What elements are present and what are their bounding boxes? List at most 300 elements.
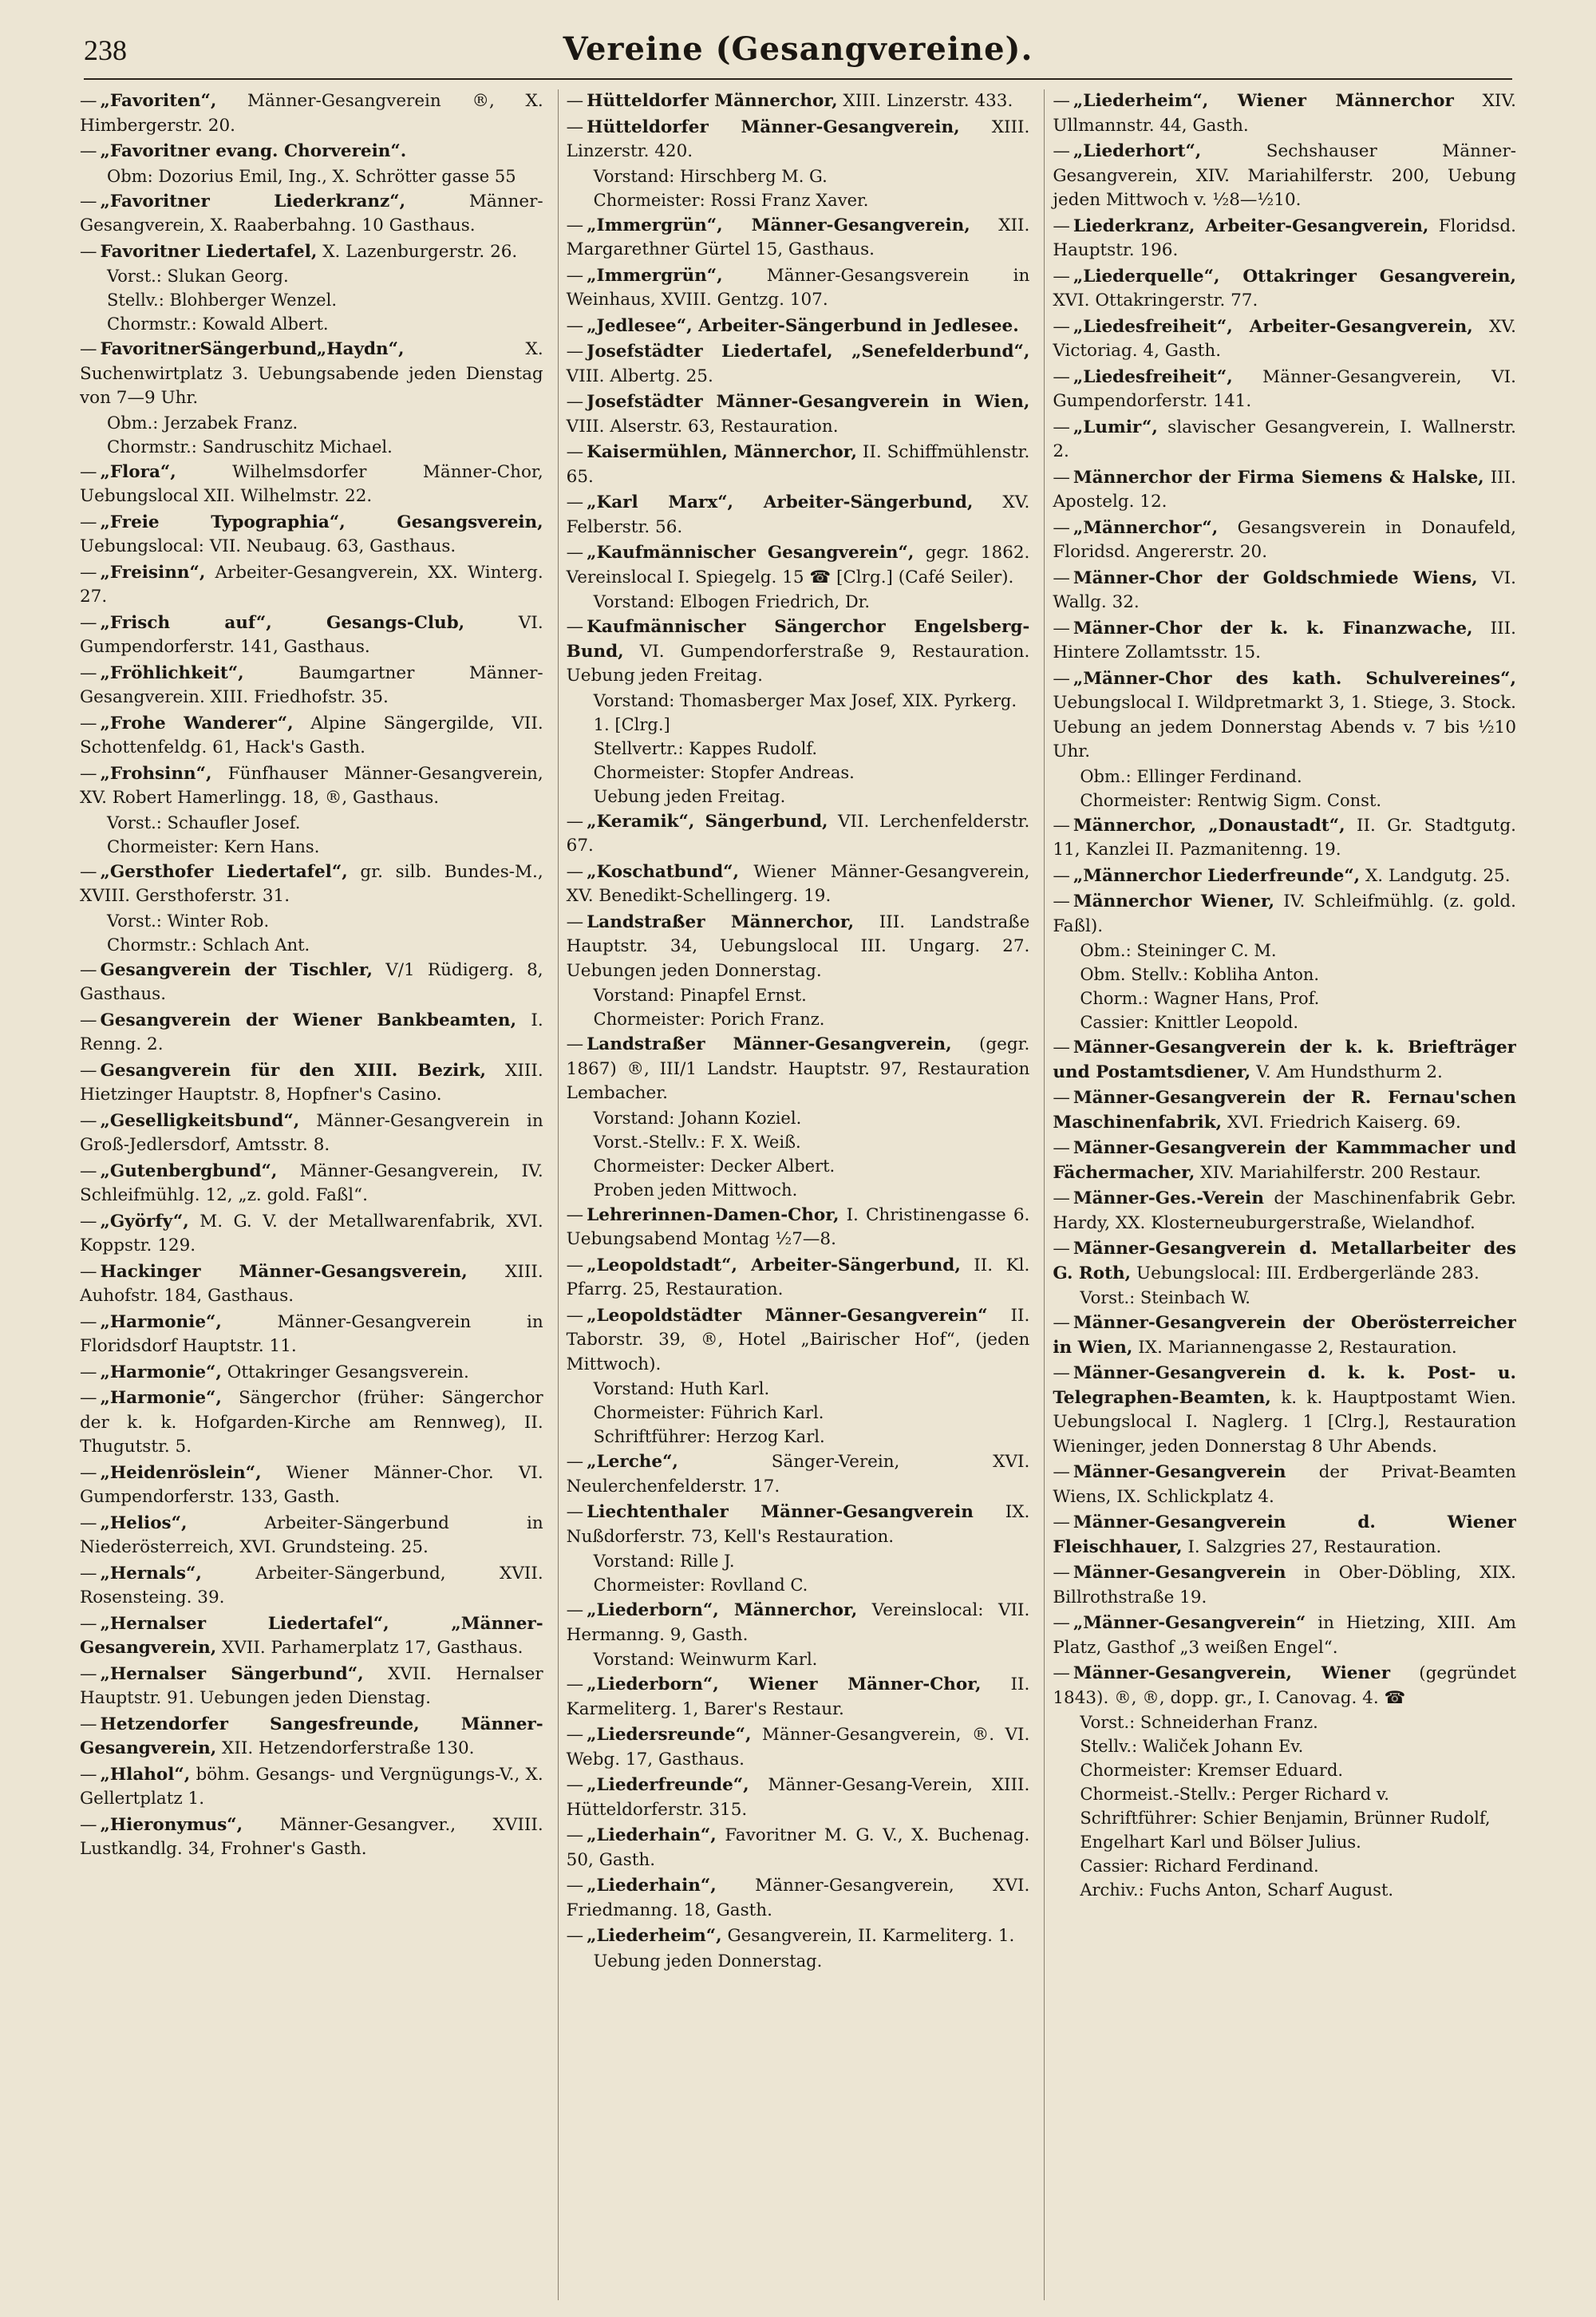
directory-entry [80,1311,543,1359]
directory-entry [1053,1086,1516,1135]
entry-dash: — [1053,91,1070,111]
entry-dash: — [80,1261,97,1282]
directory-entry [567,911,1030,1032]
entry-dash: — [1053,1088,1070,1108]
entry-detail: Vorstand: Pinapfel Ernst. [593,986,807,1005]
directory-entry [567,1204,1030,1252]
entry-dash: — [1053,1462,1070,1482]
entry-description: Sängerchor (früher: Sängerchor der k. k. Hofgarden-Kirche am Rennweg), II. Thugutstr. 5. [80,1388,543,1457]
entry-dash: — [80,959,97,980]
entry-description: Wiener Männer-Gesangverein, XV. Benedikt-Schellingerg. 19. [566,861,1030,906]
directory-entry [1053,140,1516,213]
entry-name: „Hernals“, [100,1563,202,1584]
entry-name: Männer-Gesangverein der Oberösterreicher in Wien, [1053,1313,1517,1358]
entry-description: XII. Margarethner Gürtel 15, Gasthaus. [566,215,1030,259]
entry-detail: Chormstr.: Sandruschitz Michael. [107,437,393,457]
entry-description: Floridsd. Hauptstr. 196. [1053,215,1517,260]
directory-entry [1053,864,1516,889]
entry-detail: Vorst.-Stellv.: F. X. Weiß. [593,1132,801,1152]
entry-dash: — [80,1663,97,1684]
entry-name: „Favoriten“, [100,91,217,111]
entry-name: „Liederheim“, [587,1926,722,1946]
entry-name: „Freie Typographia“, Gesangsverein, [100,512,543,532]
entry-name: Männer-Gesangverein d. k. k. Post- u. Telegraphen-Beamten, [1053,1363,1517,1408]
entry-description: der Privat-Beamten Wiens, IX. Schlickplatz 4. [1053,1462,1517,1507]
entry-detail: Chormeister: Führich Karl. [593,1403,824,1422]
entry-name: „Helios“, [100,1512,188,1533]
entry-dash: — [80,1010,97,1030]
directory-entry [80,1713,543,1761]
entry-detail: Chormeister: Kremser Eduard. [1080,1761,1344,1780]
entry-dash: — [80,1110,97,1131]
entry-name: Landstraßer Männer-Gesangverein, [587,1034,952,1054]
entry-name: Männer-Gesangverein der k. k. Briefträger und Postamtsdiener, [1053,1038,1517,1082]
entry-dash: — [80,1311,97,1332]
entry-name: Hetzendorfer Sangesfreunde, Männer-Gesangverein, [80,1714,543,1758]
entry-name: „Liedesfreiheit“, Arbeiter-Gesangverein, [1073,316,1473,337]
entry-dash: — [1053,316,1070,337]
entry-detail: Chormeister: Stopfer Andreas. [593,762,855,782]
entry-name: Männerchor Wiener, [1073,892,1275,911]
directory-entry [567,860,1030,909]
entry-description: Männer-Gesangver., XVIII. Lustkandlg. 34, Frohner's Gasth. [80,1814,543,1859]
entry-name: Männer-Chor der k. k. Finanzwache, [1073,618,1473,639]
directory-entry [80,461,543,509]
entry-detail: Vorstand: Weinwurm Karl. [593,1650,818,1669]
entry-detail: Vorstand: Rille J. [593,1552,735,1571]
directory-entry [80,1612,543,1661]
columns-container [80,89,1516,2300]
entry-dash: — [1053,1563,1070,1583]
entry-name: „Harmonie“, [100,1362,222,1382]
directory-entry [567,1304,1030,1449]
directory-entry [1053,466,1516,515]
entry-description: X. Landgutg. 25. [1360,865,1511,886]
entry-description: Männer-Gesangverein, XVI. Friedmanng. 18, Gasth. [566,1876,1030,1920]
entry-name: „Lerche“, [587,1452,678,1472]
entry-dash: — [80,861,97,882]
entry-dash: — [80,612,97,633]
entry-dash: — [1053,892,1070,911]
entry-description: XV. Victoriag. 4, Gasth. [1053,316,1517,361]
entry-detail: Cassier: Knittler Leopold. [1080,1013,1299,1032]
entry-detail: Uebung jeden Donnerstag. [593,1951,823,1971]
entry-dash: — [80,512,97,532]
entry-description: Sänger-Verein, XVI. Neulerchenfelderstr. 17. [566,1452,1030,1497]
directory-entry [567,1033,1030,1202]
entry-detail: Chormeist.-Stellv.: Perger Richard v. [1080,1785,1389,1804]
entry-detail: Vorst.: Slukan Georg. [107,267,289,286]
entry-description: XVII. Parhamerplatz 17, Gasthaus. [216,1638,523,1658]
directory-entry [80,1059,543,1108]
entry-description: Männer-Gesang-Verein, XIII. Hütteldorferstr. 315. [566,1775,1030,1820]
entry-dash: — [80,1563,97,1584]
entry-description: Männer-Gesangverein ®, X. Himbergerstr. 20. [80,91,543,136]
entry-description: III. Landstraße Hauptstr. 34, Uebungslocal III. Ungarg. 27. Uebungen jeden Donnerstag. [566,911,1030,981]
entry-description: XIV. Ullmannstr. 44, Gasth. [1053,91,1517,136]
entry-description: Gesangverein, II. Karmeliterg. 1. [721,1926,1015,1946]
entry-detail: Vorstand: Johann Koziel. [593,1108,802,1128]
entry-dash: — [566,617,584,637]
entry-description: II. Kl. Pfarrg. 25, Restauration. [566,1255,1030,1299]
entry-name: „Immergrün“, Männer-Gesangverein, [587,215,970,235]
entry-name: „Liederhort“, [1073,141,1202,161]
entry-dash: — [566,1255,584,1275]
entry-description: in Hietzing, XIII. Am Platz, Gasthof „3 weißen Engel“. [1053,1613,1517,1658]
entry-description: Arbeiter-Sängerbund in Niederösterreich, XVI. Grundsteing. 25. [80,1512,543,1557]
entry-description: Arbeiter-Gesangverein, XX. Winterg. 27. [80,562,543,607]
entry-description: XIII. Auhofstr. 184, Gasthaus. [80,1261,543,1306]
entry-dash: — [80,339,97,359]
directory-entry [567,1673,1030,1722]
entry-dash: — [566,1034,584,1054]
directory-entry [1053,315,1516,364]
directory-entry [1053,1036,1516,1085]
entry-detail: Vorstand: Huth Karl. [593,1379,770,1398]
directory-entry [1053,567,1516,615]
entry-dash: — [1053,1613,1070,1633]
entry-description: XIII. Linzerstr. 433. [837,91,1013,111]
entry-detail: Schriftführer: Schier Benjamin, Brünner Rudolf, Engelhart Karl und Bölser Julius. [1080,1809,1491,1852]
entry-detail: Chormeister: Porich Franz. [593,1010,825,1029]
directory-entry [567,1773,1030,1822]
entry-dash: — [566,91,584,111]
entry-description: VI. Gumpendorferstr. 141, Gasthaus. [80,612,543,657]
entry-name: „Kaufmännischer Gesangverein“, [587,543,915,563]
entry-dash: — [566,811,584,832]
entry-description: II. Schiffmühlenstr. 65. [566,442,1030,487]
directory-entry [80,1663,543,1711]
directory-entry [567,214,1030,263]
entry-description: Vereinslocal: VII. Hermanng. 9, Gasth. [566,1600,1030,1645]
entry-name: Männer-Gesangverein d. Wiener Fleischhauer, [1053,1512,1517,1557]
entry-description: (gegr. 1867) ®, III/1 Landstr. Hauptstr. 97, Restauration Lembacher. [566,1034,1030,1103]
directory-entry [80,959,543,1007]
entry-dash: — [80,241,97,262]
entry-dash: — [566,1600,584,1620]
entry-dash: — [80,1714,97,1734]
directory-entry [567,1599,1030,1671]
entry-name: Liederkranz, Arbeiter-Gesangverein, [1073,215,1429,236]
entry-dash: — [80,1814,97,1835]
directory-entry [80,1160,543,1208]
entry-description: Arbeiter-Sängerbund, XVII. Rosensteing. 39. [80,1563,543,1607]
entry-description: der Maschinenfabrik Gebr. Hardy, XX. Klosterneuburgerstraße, Wielandhof. [1053,1188,1517,1233]
entry-name: Landstraßer Männerchor, [587,911,855,932]
entry-detail: Vorst.: Winter Rob. [107,911,270,931]
entry-name: „Leopoldstädter Männer-Gesangverein“ [587,1305,988,1326]
entry-name: „Hernalser Sängerbund“, [100,1663,364,1684]
entry-description: V/1 Rüdigerg. 8, Gasthaus. [80,959,543,1004]
entry-detail: Chormstr.: Kowald Albert. [107,314,329,334]
entry-dash: — [1053,1188,1070,1208]
entry-name: Männer-Gesangverein [1073,1563,1286,1583]
entry-detail: Chorm.: Wagner Hans, Prof. [1080,989,1320,1008]
entry-dash: — [1053,215,1070,236]
entry-name: „Heidenröslein“, [100,1462,262,1483]
entry-dash: — [80,1362,97,1382]
entry-dash: — [80,713,97,733]
entry-name: „Männerchor Liederfreunde“, [1073,865,1361,886]
entry-name: „Liederhain“, [587,1876,717,1896]
entry-description: Uebungslocal: III. Erdbergerlände 283. [1131,1263,1479,1283]
directory-entry [80,190,543,239]
directory-entry [567,810,1030,859]
entry-description: V. Am Hundsthurm 2. [1250,1062,1443,1082]
directory-entry [567,1723,1030,1772]
entry-description: (gegründet 1843). ®, ®, dopp. gr., I. Canovag. 4. ☎ [1053,1663,1517,1708]
entry-description: XII. Hetzendorferstraße 130. [216,1738,475,1758]
directory-entry [80,762,543,859]
entry-description: Uebungslocal I. Wildpretmarkt 3, 1. Stiege, 3. Stock. Uebung an jedem Donnerstag Abends v. 7 bis ½10 Uhr. [1053,693,1517,761]
directory-entry [567,340,1030,389]
entry-description: VIII. Alserstr. 63, Restauration. [566,416,839,437]
entry-description: gr. silb. Bundes-M., XVIII. Gersthoferstr. 31. [80,861,543,906]
entry-description: X. Lazenburgerstr. 26. [317,241,518,262]
directory-entry [80,1813,543,1862]
column-middle [558,89,1030,2300]
entry-name: „Liederhain“, [587,1825,717,1845]
entry-detail: Obm: Dozorius Emil, Ing., X. Schrötter gasse 55 [107,166,516,186]
directory-entry [80,89,543,138]
entry-detail: Vorstand: Hirschberg M. G. [593,166,828,186]
entry-description: Wiener Männer-Chor. VI. Gumpendorferstr. 133, Gasth. [80,1462,543,1507]
entry-description: böhm. Gesangs- und Vergnügungs-V., X. Gellertplatz 1. [80,1764,543,1809]
entry-name: Liechtenthaler Männer-Gesangverein [587,1502,974,1522]
entry-description: Favoritner M. G. V., X. Buchenag. 50, Gasth. [566,1825,1030,1870]
entry-dash: — [1053,1363,1070,1383]
entry-description: Männer-Gesangsverein in Weinhaus, XVIII. Gentzg. 107. [566,265,1030,310]
directory-entry [567,1824,1030,1872]
entry-name: „Lumir“, [1073,417,1158,437]
entry-name: Gesangverein für den XIII. Bezirk, [100,1060,486,1081]
entry-dash: — [80,1613,97,1634]
directory-entry [567,1254,1030,1303]
entry-dash: — [566,1725,584,1745]
column-left [80,89,543,2300]
entry-name: „Liederborn“, Männerchor, [587,1600,858,1620]
directory-entry [80,1386,543,1460]
entry-description: X. Suchenwirtplatz 3. Uebungsabende jeden Dienstag von 7—9 Uhr. [80,339,543,408]
entry-name: „Jedlesee“, Arbeiter-Sängerbund in Jedlesee. [587,315,1019,336]
directory-entry [567,116,1030,212]
entry-description: VI. Wallg. 32. [1053,567,1517,612]
entry-name: „Männerchor“, [1073,517,1219,538]
column-right [1044,89,1516,2300]
entry-name: „Geselligkeitsbund“, [100,1110,300,1131]
entry-description: III. Hintere Zollamtsstr. 15. [1053,618,1517,662]
entry-detail: Chormeister: Rossi Franz Xaver. [593,190,869,210]
entry-dash: — [1053,266,1070,287]
entry-dash: — [1053,618,1070,639]
entry-dash: — [1053,1138,1070,1158]
entry-name: Josefstädter Liedertafel, „Senefelderbund“, [587,342,1030,362]
entry-description: Männer-Gesangverein, ®. VI. Webg. 17, Gasthaus. [566,1725,1030,1769]
entry-name: „Frohsinn“, [100,763,212,784]
entry-name: „Flora“, [100,461,176,482]
directory-entry [80,1763,543,1812]
entry-description: XIV. Mariahilferstr. 200 Restaur. [1195,1162,1481,1183]
page-header [84,30,1512,80]
directory-entry [80,1109,543,1158]
entry-dash: — [566,1876,584,1896]
directory-entry [80,140,543,188]
entry-name: Männer-Chor der Goldschmiede Wiens, [1073,567,1478,588]
entry-name: „Liederborn“, Wiener Männer-Chor, [587,1674,982,1694]
entry-name: Gesangverein der Wiener Bankbeamten, [100,1010,517,1030]
entry-name: „Gersthofer Liedertafel“, [100,861,348,882]
directory-entry [1053,215,1516,263]
entry-dash: — [566,543,584,563]
entry-dash: — [80,763,97,784]
entry-dash: — [80,1512,97,1533]
directory-entry [1053,617,1516,666]
directory-entry [80,860,543,957]
directory-entry [80,240,543,337]
entry-name: FavoritnerSängerbund„Haydn“, [100,339,405,359]
directory-entry [80,561,543,610]
directory-entry [80,1361,543,1386]
entry-name: „Favoritner Liederkranz“, [100,191,406,212]
entry-detail: Stellvertr.: Kappes Rudolf. [593,738,818,758]
entry-name: Männerchor, „Donaustadt“, [1073,815,1345,836]
entry-dash: — [80,191,97,212]
entry-name: „Liederheim“, Wiener Männerchor [1073,91,1454,111]
entry-detail: Obm.: Steininger C. M. [1080,941,1277,960]
entry-description: III. Apostelg. 12. [1053,467,1517,512]
entry-description: II. Gr. Stadtgutg. 11, Kanzlei II. Pazmanitenng. 19. [1053,815,1517,860]
directory-entry [1053,516,1516,565]
directory-entry [80,338,543,459]
directory-entry [567,1874,1030,1923]
entry-description: VII. Lerchenfelderstr. 67. [566,811,1030,856]
entry-description: Männer-Gesangverein, IV. Schleifmühlg. 12, „z. gold. Faßl“. [80,1160,543,1205]
entry-dash: — [1053,567,1070,588]
entry-name: „Harmonie“, [100,1388,222,1408]
entry-detail: Chormeister: Rovlland C. [593,1576,808,1595]
page-number: 238 [84,34,127,66]
entry-dash: — [566,1775,584,1795]
entry-dash: — [80,562,97,583]
entry-name: „Liedersreunde“, [587,1725,752,1745]
entry-description: I. Christinengasse 6. Uebungsabend Montag ½7—8. [566,1204,1030,1249]
entry-description: Männer-Gesangverein in Floridsdorf Hauptstr. 11. [80,1311,543,1356]
directory-entry [80,1461,543,1510]
directory-entry [567,1450,1030,1499]
entry-dash: — [1053,815,1070,836]
entry-dash: — [80,662,97,683]
entry-dash: — [566,861,584,882]
entry-name: Männer-Gesangverein, Wiener [1073,1663,1391,1683]
entry-dash: — [566,315,584,336]
directory-entry [1053,1187,1516,1236]
entry-name: Favoritner Liedertafel, [100,241,318,262]
entry-name: Hackinger Männer-Gesangsverein, [100,1261,468,1282]
entry-name: „Fröhlichkeit“, [100,662,244,683]
entry-name: „Karl Marx“, Arbeiter-Sängerbund, [587,492,974,512]
entry-description: Ottakringer Gesangsverein. [221,1362,469,1382]
directory-entry [80,1210,543,1259]
entry-dash: — [1053,1512,1070,1532]
entry-description: Männer-Gesangverein in Groß-Jedlersdorf, Amtsstr. 8. [80,1110,543,1155]
entry-description: Baumgartner Männer-Gesangverein. XIII. Friedhofstr. 35. [80,662,543,707]
directory-entry [567,390,1030,439]
directory-entry [567,441,1030,489]
entry-description: VI. Gumpendorferstraße 9, Restauration. Uebung jeden Freitag. [566,641,1030,686]
directory-entry [1053,1611,1516,1660]
directory-entry [1053,265,1516,314]
entry-dash: — [1053,1239,1070,1259]
entry-dash: — [80,1211,97,1232]
entry-dash: — [80,1388,97,1408]
entry-name: „Männer-Gesangverein“ [1073,1613,1306,1633]
entry-description: Uebungslocal: VII. Neubaug. 63, Gasthaus. [80,536,456,556]
entry-name: Männer-Gesangverein der Kammmacher und Fächermacher, [1053,1138,1517,1183]
entry-detail: Obm.: Jerzabek Franz. [107,413,298,433]
entry-name: „Hieronymus“, [100,1814,243,1835]
entry-description: k. k. Hauptpostamt Wien. Uebungslocal I. Naglerg. 1 [Clrg.], Restauration Wieninger, jeden Donnerstag 8 Uhr Abends. [1053,1387,1517,1457]
entry-name: Männerchor der Firma Siemens & Halske, [1073,467,1484,488]
directory-entry [1053,416,1516,465]
entry-dash: — [1053,366,1070,387]
entry-description: XVII. Hernalser Hauptstr. 91. Uebungen jeden Dienstag. [80,1663,543,1708]
entry-dash: — [566,265,584,286]
entry-dash: — [80,1160,97,1181]
entry-detail: Stellv.: Blohberger Wenzel. [107,291,338,310]
entry-dash: — [1053,1313,1070,1333]
entry-dash: — [566,117,584,137]
entry-name: „Harmonie“, [100,1311,222,1332]
entry-dash: — [80,1462,97,1483]
entry-detail: Obm. Stellv.: Kobliha Anton. [1080,965,1320,984]
entry-name: „Immergrün“, [587,265,723,286]
entry-description: I. Salzgries 27, Restauration. [1182,1536,1442,1557]
entry-detail: Proben jeden Mittwoch. [593,1180,798,1200]
entry-description: Gesangsverein in Donaufeld, Floridsd. Angererstr. 20. [1053,517,1517,562]
entry-description: II. Karmeliterg. 1, Barer's Restaur. [566,1674,1030,1719]
directory-entry [80,1512,543,1560]
entry-description: IX. Nußdorferstr. 73, Kell's Restauration. [566,1502,1030,1547]
directory-entry [80,1009,543,1058]
entry-name: Kaisermühlen, Männerchor, [587,442,857,462]
directory-entry [80,1562,543,1611]
entry-name: Lehrerinnen-Damen-Chor, [587,1204,839,1225]
entry-name: „Liederfreunde“, [587,1775,749,1795]
entry-name: „Favoritner evang. Chorverein“. [100,141,407,161]
entry-description: XV. Felberstr. 56. [566,492,1030,537]
directory-entry [567,1501,1030,1597]
entry-detail: Vorst.: Steinbach W. [1080,1288,1250,1307]
directory-entry [1053,1511,1516,1560]
entry-dash: — [1053,141,1070,161]
entry-description: IV. Schleifmühlg. (z. gold. Faßl). [1053,892,1517,936]
directory-entry [80,1260,543,1309]
directory-entry [1053,1311,1516,1360]
entry-dash: — [566,342,584,362]
entry-dash: — [566,1674,584,1694]
entry-description: Wilhelmsdorfer Männer-Chor, Uebungslocal XII. Wilhelmstr. 22. [80,461,543,506]
entry-description: XIII. Linzerstr. 420. [566,117,1030,161]
entry-description: M. G. V. der Metallwarenfabrik, XVI. Koppstr. 129. [80,1211,543,1255]
entry-detail: Vorstand: Thomasberger Max Josef, XIX. Pyrkerg. 1. [Clrg.] [593,690,1017,734]
entry-detail: Chormeister: Kern Hans. [107,836,320,856]
entry-dash: — [1053,1038,1070,1058]
entry-dash: — [566,215,584,235]
entry-dash: — [80,141,97,161]
entry-dash: — [566,911,584,932]
entry-name: Hütteldorfer Männerchor, [587,91,838,111]
entry-name: „Leopoldstadt“, Arbeiter-Sängerbund, [587,1255,961,1275]
